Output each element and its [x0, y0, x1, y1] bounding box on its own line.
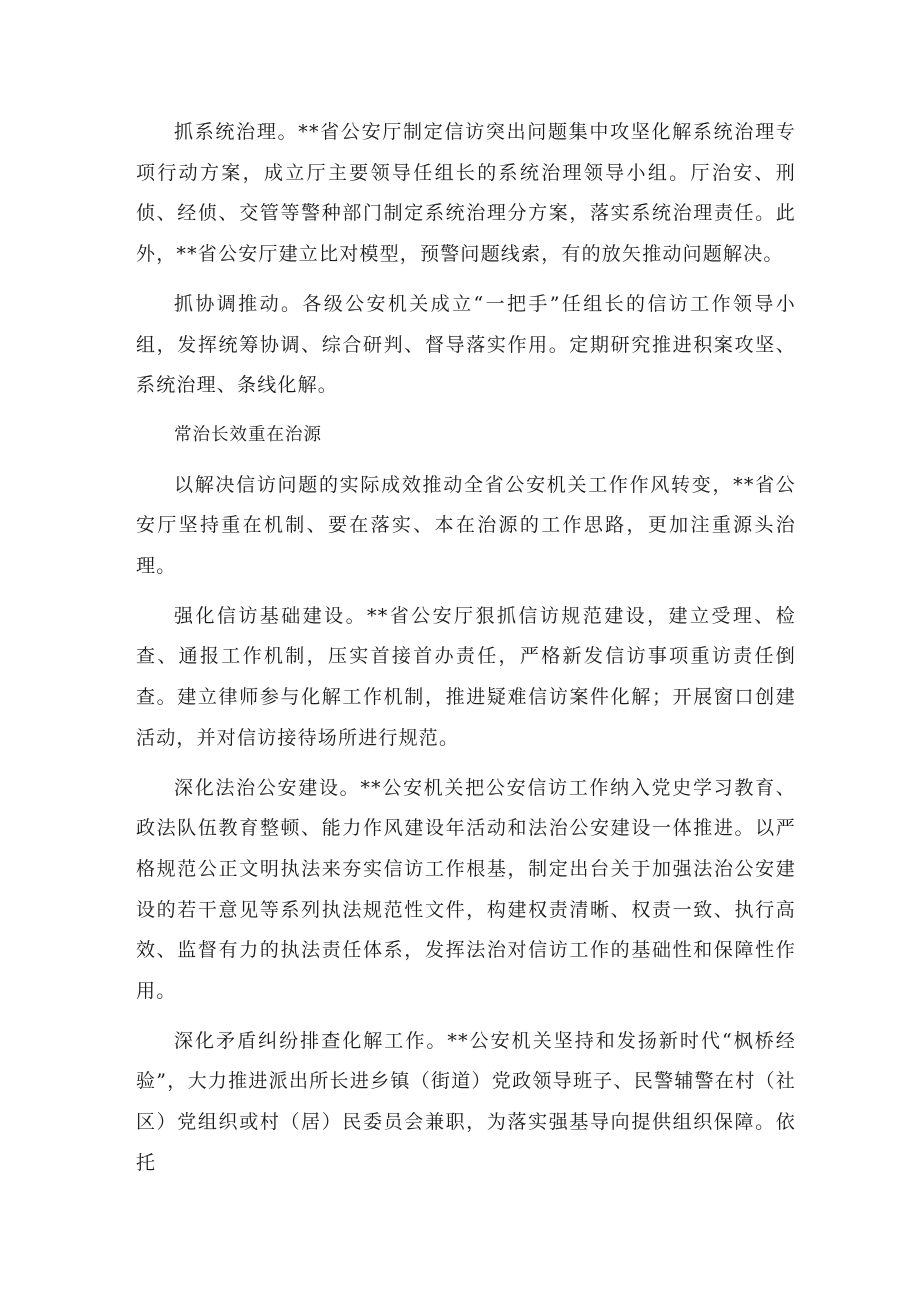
- paragraph-gap: [136, 1012, 796, 1021]
- paragraph-gap: [136, 759, 796, 768]
- document-body: [136, 112, 796, 1184]
- paragraph-foundation-building: 强化信访基础建设。**省公安厅狠抓信访规范建设，建立受理、检查、通报工作机制，压实首接首办责任，严格新发信访事项重访责任倒查。建立律师参与化解工作机制，推进疑难信访案件化解；开展窗口创建活动，并对信访接待场所进行规范。: [136, 604, 796, 749]
- paragraph-dispute-resolution: 深化矛盾纠纷排查化解工作。**公安机关坚持和发扬新时代“枫桥经验”，大力推进派出所长进乡镇（街道）党政领导班子、民警辅警在村（社区）党组织或村（居）民委员会兼职，为落实强基导向提供组织保障。依托: [136, 1029, 796, 1174]
- paragraph-rule-of-law: 深化法治公安建设。**公安机关把公安信访工作纳入党史学习教育、政法队伍教育整顿、能力作风建设年活动和法治公安建设一体推进。以严格规范公正文明执法来夯实信访工作根基，制定出台关于加强法治公安建设的若干意见等系列执法规范性文件，构建权责清晰、权责一致、执行高效、监督有力的执法责任体系，发挥法治对信访工作的基础性和保障性作用。: [136, 776, 796, 1003]
- paragraph-gap: [136, 456, 796, 465]
- paragraph-gap: [136, 587, 796, 596]
- paragraph-system-governance: 抓系统治理。**省公安厅制定信访突出问题集中攻坚化解系统治理专项行动方案，成立厅主要领导任组长的系统治理领导小组。厅治安、刑侦、经侦、交管等警种部门制定系统治理分方案，落实系统治理责任。此外，**省公安厅建立比对模型，预警问题线索，有的放矢推动问题解决。: [136, 121, 796, 266]
- paragraph-style-transformation: 以解决信访问题的实际成效推动全省公安机关工作作风转变，**省公安厅坚持重在机制、要在落实、本在治源的工作思路，更加注重源头治理。: [136, 473, 796, 578]
- paragraph-coordination: 抓协调推动。各级公安机关成立“一把手”任组长的信访工作领导小组，发挥统筹协调、综合研判、督导落实作用。定期研究推进积案攻坚、系统治理、条线化解。: [136, 292, 796, 397]
- section-heading: 常治长效重在治源: [174, 424, 322, 445]
- paragraph-gap: [136, 406, 796, 415]
- paragraph-gap: [136, 275, 796, 284]
